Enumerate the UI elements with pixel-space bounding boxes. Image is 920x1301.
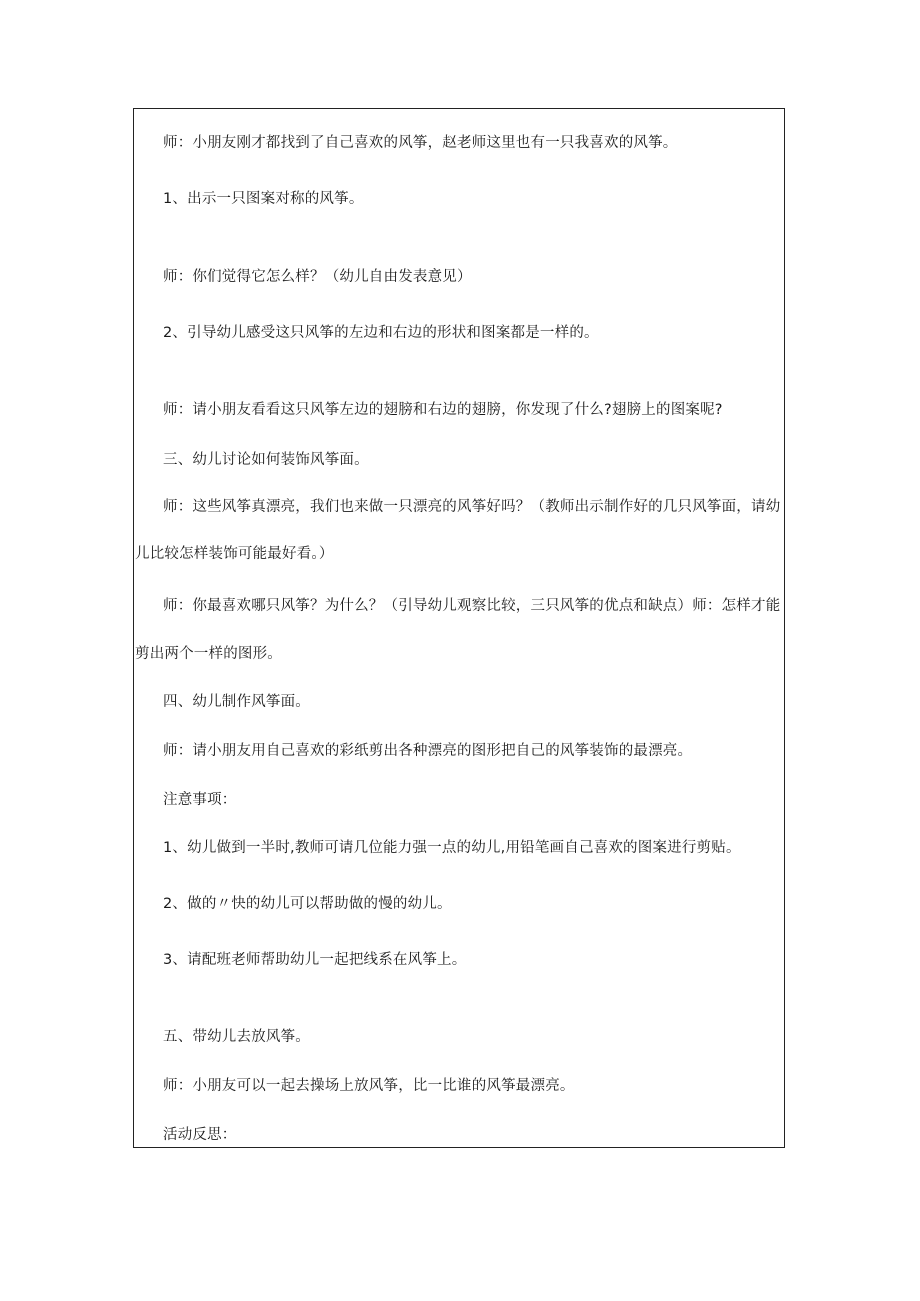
teacher-line-decorate: 师：请小朋友用自己喜欢的彩纸剪出各种漂亮的图形把自己的风筝装饰的最漂亮。: [163, 743, 693, 759]
teacher-line-make-kite-cont: 儿比较怎样装饰可能最好看。）: [135, 546, 334, 562]
note-2: 2、做的〃快的幼儿可以帮助做的慢的幼儿。: [163, 896, 452, 912]
section-4-heading: 四、幼儿制作风筝面。: [163, 694, 310, 710]
note-3: 3、请配班老师帮助幼儿一起把线系在风筝上。: [163, 952, 467, 968]
step-1-show-kite: 1、出示一只图案对称的风筝。: [163, 191, 364, 207]
teacher-line-favorite: 师：你最喜欢哪只风筝？为什么？（引导幼儿观察比较，三只风筝的优点和缺点）师：怎样才能: [163, 598, 781, 614]
section-3-heading: 三、幼儿讨论如何装饰风筝面。: [163, 452, 369, 468]
teacher-line-fly-kite: 师：小朋友可以一起去操场上放风筝，比一比谁的风筝最漂亮。: [163, 1078, 575, 1094]
reflection-heading: 活动反思：: [163, 1127, 237, 1143]
section-5-heading: 五、带幼儿去放风筝。: [163, 1029, 310, 1045]
teacher-line-kites-found: 师：小朋友刚才都找到了自己喜欢的风筝，赵老师这里也有一只我喜欢的风筝。: [163, 135, 678, 151]
teacher-line-favorite-cont: 剪出两个一样的图形。: [135, 646, 282, 662]
teacher-line-wings: 师：请小朋友看看这只风筝左边的翅膀和右边的翅膀，你发现了什么?翅膀上的图案呢?: [163, 402, 723, 418]
teacher-line-opinion: 师：你们觉得它怎么样？（幼儿自由发表意见）: [163, 269, 472, 285]
step-2-symmetry: 2、引导幼儿感受这只风筝的左边和右边的形状和图案都是一样的。: [163, 325, 599, 341]
note-1: 1、幼儿做到一半时,教师可请几位能力强一点的幼儿,用铅笔画自己喜欢的图案进行剪贴。: [163, 840, 741, 856]
teacher-line-make-kite: 师：这些风筝真漂亮，我们也来做一只漂亮的风筝好吗？（教师出示制作好的几只风筝面，请幼: [163, 499, 781, 515]
notes-heading: 注意事项：: [163, 792, 237, 808]
document-frame: [133, 108, 785, 1148]
